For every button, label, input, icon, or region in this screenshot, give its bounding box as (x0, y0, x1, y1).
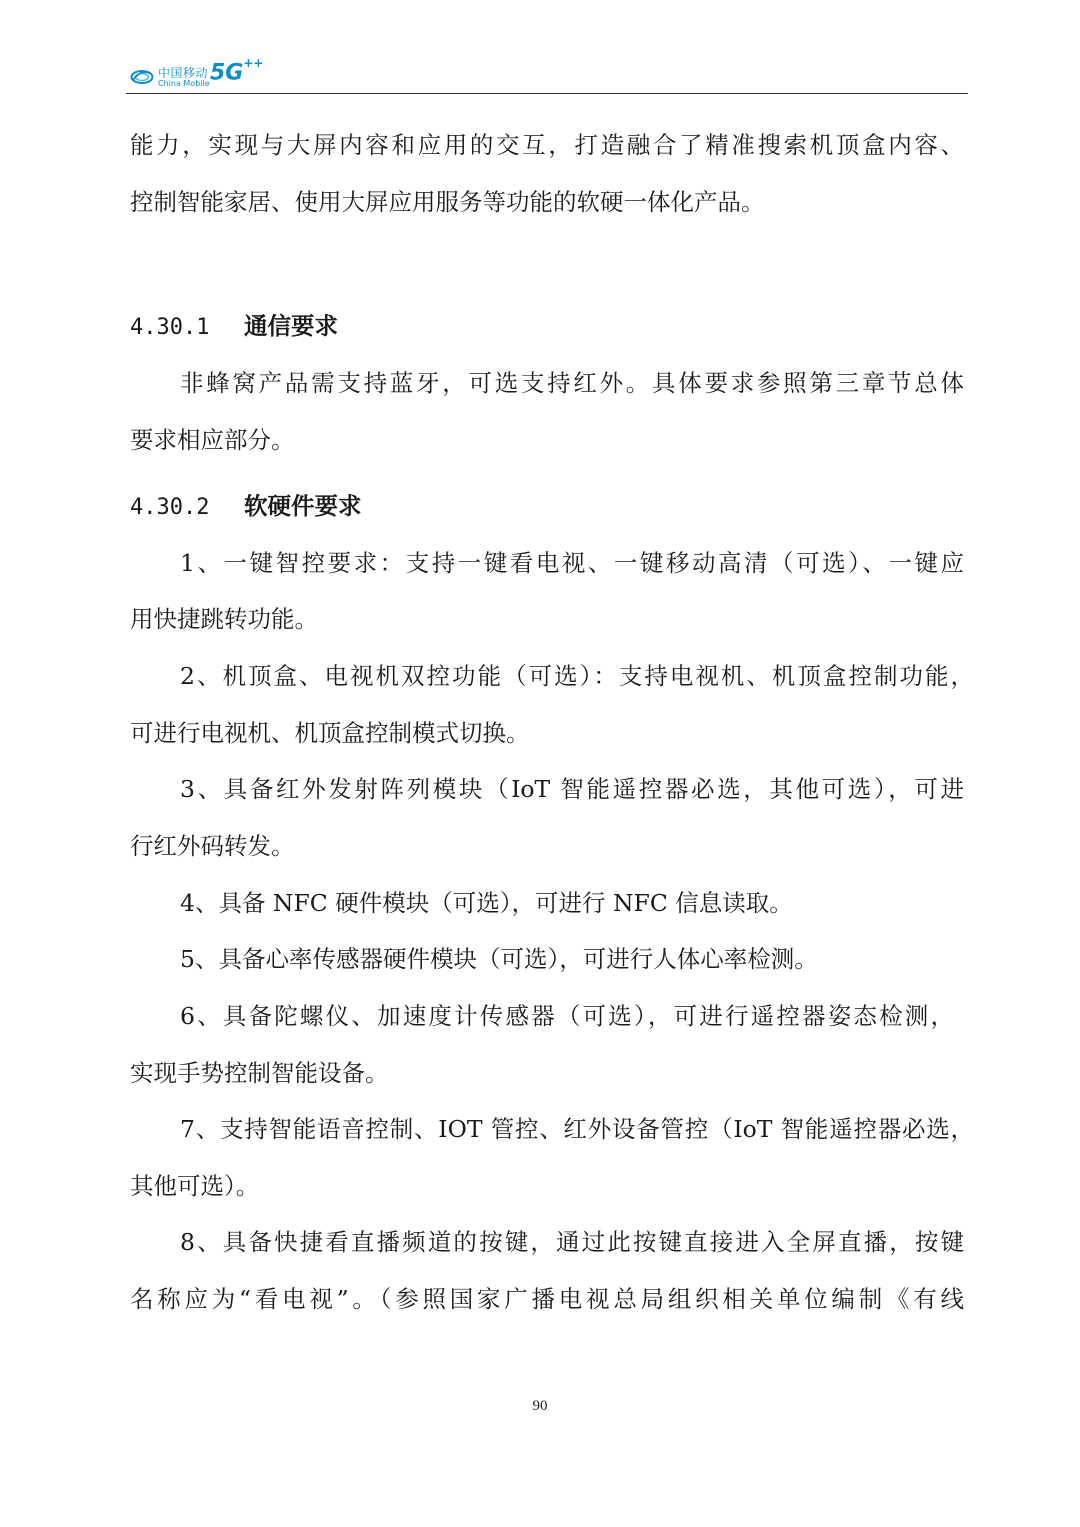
list-item-line: 1、一键智控要求：支持一键看电视、一键移动高清（可选）、一键应 (180, 549, 964, 577)
china-mobile-logo-icon (130, 66, 154, 88)
logo-english-text: China Mobile (158, 79, 210, 88)
logo-5g-mark (210, 56, 264, 86)
paragraph-line: 能力，实现与大屏内容和应用的交互，打造融合了精准搜索机顶盒内容、 (130, 131, 964, 159)
list-item-line: 名称应为“看电视”。（参照国家广播电视总局组织相关单位编制《有线 (130, 1285, 964, 1313)
list-item-line: 5、具备心率传感器硬件模块（可选），可进行人体心率检测。 (180, 945, 818, 973)
section-heading-4-30-2 (130, 490, 362, 524)
list-item-line: 6、具备陀螺仪、加速度计传感器（可选），可进行遥控器姿态检测， (180, 1002, 954, 1030)
section-title: 软硬件要求 (244, 492, 362, 520)
paragraph-line: 非蜂窝产品需支持蓝牙，可选支持红外。具体要求参照第三章节总体 (180, 369, 964, 397)
section-number: 4.30.1 (130, 315, 210, 340)
logo-chinese-text: 中国移动 (158, 66, 209, 80)
list-item-line: 8、具备快捷看直播频道的按键，通过此按键直接进入全屏直播，按键 (180, 1228, 964, 1256)
paragraph-line: 控制智能家居、使用大屏应用服务等功能的软硬一体化产品。 (130, 188, 765, 216)
page-header (126, 58, 968, 96)
list-item-line: 7、支持智能语音控制、IOT 管控、红外设备管控（IoT 智能遥控器必选， (180, 1115, 974, 1143)
header-divider (126, 93, 968, 94)
list-item-line: 4、具备 NFC 硬件模块（可选），可进行 NFC 信息读取。 (180, 889, 793, 917)
section-heading-4-30-1 (130, 310, 338, 344)
logo-5g-plus: ++ (243, 56, 264, 70)
list-item-line: 行红外码转发。 (130, 832, 295, 860)
list-item-line: 2、机顶盒、电视机双控功能（可选）：支持电视机、机顶盒控制功能， (180, 662, 974, 690)
page-number: 90 (532, 1398, 548, 1414)
logo-5g-text: 5G (210, 60, 244, 86)
list-item-line: 用快捷跳转功能。 (130, 605, 318, 633)
list-item-line: 实现手势控制智能设备。 (130, 1059, 389, 1087)
list-item-line: 其他可选）。 (130, 1172, 260, 1200)
paragraph-line: 要求相应部分。 (130, 426, 295, 454)
list-item-line: 3、具备红外发射阵列模块（IoT 智能遥控器必选，其他可选），可进 (180, 775, 964, 803)
section-title: 通信要求 (244, 312, 338, 340)
list-item-line: 可进行电视机、机顶盒控制模式切换。 (130, 719, 530, 747)
section-number: 4.30.2 (130, 495, 210, 520)
